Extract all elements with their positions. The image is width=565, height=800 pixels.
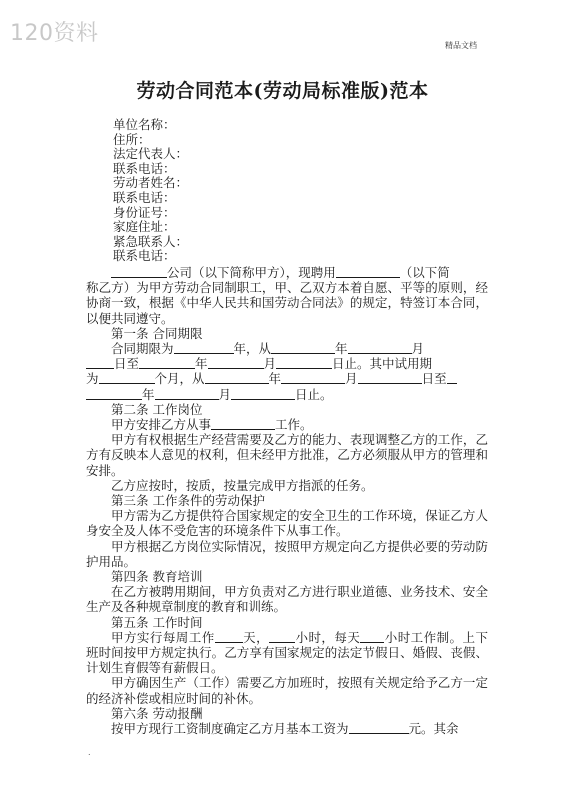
art1-line-4: 年 月 日止。 [86, 387, 488, 402]
intro-text-a: 公司（以下简称甲方），现聘用 [167, 265, 336, 280]
field-worker-name: 劳动者姓名： [113, 175, 189, 191]
header-tag: 精品文档 [445, 41, 477, 50]
article-6-heading: 第六条 劳动报酬 [111, 705, 203, 721]
intro-line [86, 265, 488, 280]
art3-paragraph-1: 甲方需为乙方提供符合国家规定的安全卫生的工作环境，保证乙方人身安全及人体不受危害的环境条件下从事工作。 [86, 508, 488, 539]
art6-line-1: 按甲方现行工资制度确定乙方月基本工资为 元。其余 [111, 721, 459, 737]
document-title: 劳动合同范本(劳动局标准版)范本 [136, 80, 429, 102]
footer-mark: . [88, 748, 91, 757]
article-5-heading: 第五条 工作时间 [111, 614, 203, 630]
field-address: 住所： [113, 131, 151, 147]
art2-paragraph-3: 乙方应按时，按质，按量完成甲方指派的任务。 [111, 477, 374, 493]
blank-worker [336, 266, 400, 278]
field-home-address: 家庭住址： [113, 219, 176, 235]
art2-paragraph-2: 甲方有权根据生产经营需要及乙方的能力、表现调整乙方的工作，乙方有反映本人意见的权利，但未经甲方批准，乙方必须服从甲方的管理和安排。 [86, 432, 488, 478]
field-worker-phone: 联系电话： [113, 189, 176, 205]
art3-paragraph-2: 甲方根据乙方岗位实际情况，按照甲方规定向乙方提供必要的劳动防护用品。 [86, 538, 488, 569]
article-2-heading: 第二条 工作岗位 [111, 401, 203, 417]
article-1-heading: 第一条 合同期限 [111, 325, 203, 341]
art2-line-1: 甲方安排乙方从事 工作。 [111, 417, 313, 433]
blank-company [111, 266, 167, 278]
art5-paragraph-2: 甲方确因生产（工作）需要乙方加班时，按照有关规定给予乙方一定的经济补偿或相应时间的补休。 [86, 675, 488, 706]
art1-line-1: 合同期限为 年，从 年 月 [111, 341, 425, 357]
watermark-logo: 120资料 [10, 21, 99, 46]
field-company-name: 单位名称： [113, 117, 176, 132]
article-3-heading: 第三条 工作条件的劳动保护 [111, 493, 265, 509]
article-4-heading: 第四条 教育培训 [111, 569, 203, 585]
field-id-number: 身份证号： [113, 204, 176, 220]
art1-line-3: 为 个月，从 年 月 日至 [86, 371, 488, 386]
field-legal-rep: 法定代表人： [113, 146, 189, 162]
art1-line-2: 日至 年 月 日止。其中试用期 [86, 356, 488, 371]
party-info-fields [113, 118, 188, 264]
art5-paragraph-1: 甲方实行每周工作 天， 小时，每天 小时工作制。上下班时间按甲方规定执行。乙方享有国家规定的法定节假日、婚假、丧假、计划生育假等有薪假日。 [86, 629, 488, 676]
art4-paragraph-1: 在乙方被聘用期间，甲方负责对乙方进行职业道德、业务技术、安全生产及各种规章制度的教育和训练。 [86, 584, 488, 615]
intro-text-b: （以下简 [399, 265, 450, 280]
intro-paragraph: 称乙方）为甲方劳动合同制职工，甲、乙双方本着自愿、平等的原则，经协商一致，根据《中华人民共和国劳动合同法》的规定，特签订本合同，以便共同遵守。 [86, 280, 488, 326]
field-emergency-phone: 联系电话： [113, 248, 176, 264]
field-company-phone: 联系电话： [113, 160, 176, 176]
contract-body [86, 265, 488, 736]
field-emergency-contact: 紧急联系人： [113, 233, 189, 249]
